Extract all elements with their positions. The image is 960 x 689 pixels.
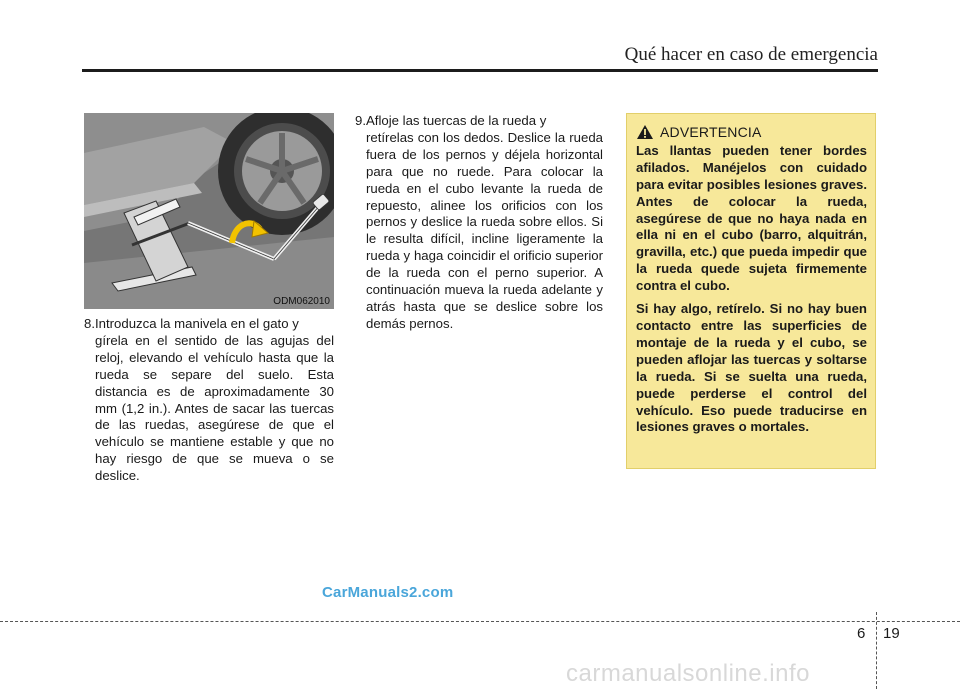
warning-title: ADVERTENCIA [660, 124, 762, 140]
step-number: 9. [355, 113, 366, 128]
page-number: 19 [883, 625, 900, 642]
step-body: retírelas con los dedos. Deslice la rueda fuera de los pernos y déjela horizontal para que no ruede. Para colocar la rueda en el cubo levante la rueda de repuesto, alinee los orificios con los pernos y deslice la rueda sobre ellos. Si le resulta difícil, incline ligeramente la rueda y haga coincidir el orificio superior de la rueda con el perno superior. A continuación mueva la rueda adelante y atrás hasta que se deslice sobre los demás pernos. [366, 129, 603, 331]
watermark-link[interactable]: CarManuals2.com [322, 584, 454, 601]
jack-wheel-drawing [84, 113, 334, 309]
header-rule [82, 69, 878, 72]
warning-paragraph: Las llantas pueden tener bordes afilados. Manéjelos con cuidado para evitar posibles lesiones graves. Antes de colocar la rueda, asegúrese de que no haya nada en ella ni en el cubo (barro, alquitrán, gravilla, etc.) que pueda impedir que la rueda quede sujeta firmemente contra el cubo. [636, 142, 867, 294]
footer-site-watermark[interactable]: carmanualsonline.info [566, 660, 810, 687]
warning-header [636, 124, 867, 141]
figure-code: ODM062010 [273, 296, 330, 307]
step-first-line: Afloje las tuercas de la rueda y [366, 113, 547, 128]
footer-divider [876, 612, 877, 689]
step-9 [355, 113, 603, 333]
step-number: 8. [84, 316, 95, 331]
warning-triangle-icon [636, 124, 654, 140]
warning-paragraph: Si hay algo, retírelo. Si no hay buen contacto entre las superficies de montaje de la rueda y el cubo, se pueden aflojar las tuercas y soltarse la rueda. Si se suelta una rueda, puede perderse el control del vehículo. Eso puede traducirse en lesiones graves o mortales. [636, 301, 867, 435]
step-first-line: Introduzca la manivela en el gato y [95, 316, 299, 331]
step-body: gírela en el sentido de las agujas del reloj, elevando el vehículo hasta que la rueda se separe del suelo. Esta distancia es de aproximadamente 30 mm (1,2 in.). Antes de sacar las tuercas de las ruedas, asegúrese de que el vehículo se mantiene estable y que no hay riesgo de que se mueva o se deslice. [95, 332, 334, 484]
step-8 [84, 316, 334, 485]
section-title: Qué hacer en caso de emergencia [624, 44, 878, 65]
chapter-number: 6 [857, 625, 866, 642]
jack-illustration [84, 113, 334, 309]
footer-rule [0, 621, 960, 622]
warning-box [626, 113, 876, 469]
